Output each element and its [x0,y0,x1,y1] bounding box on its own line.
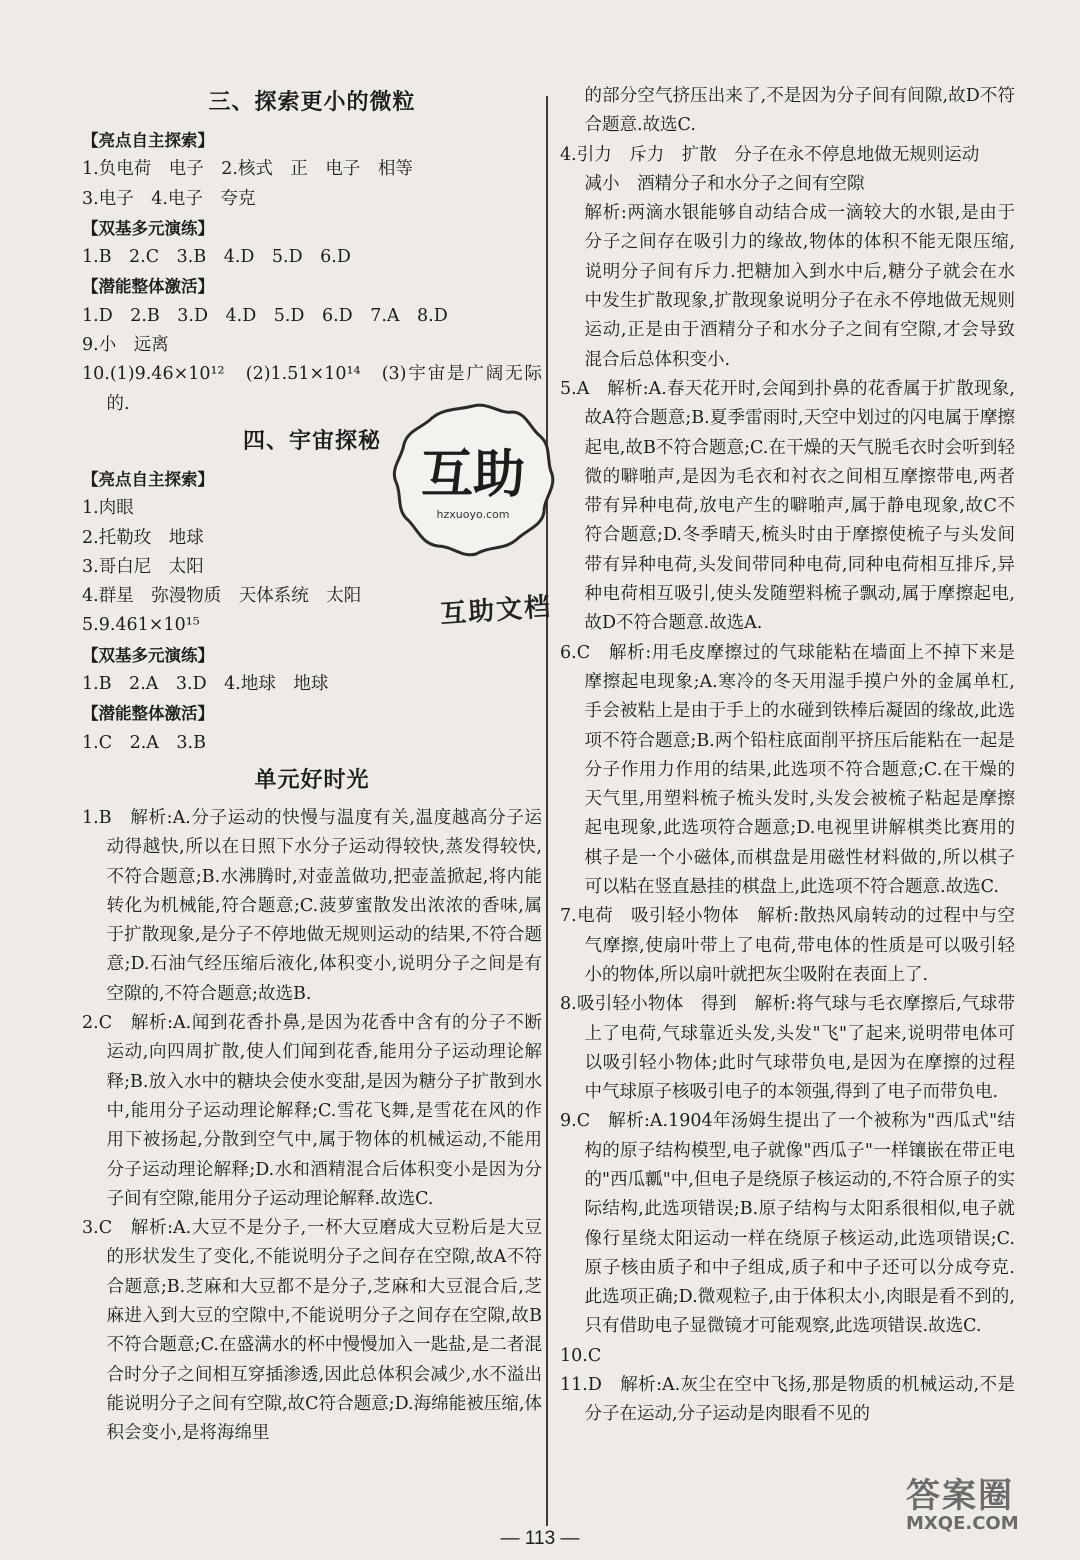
answer-line: 3.电子 4.电子 夸克 [82,188,256,209]
answer-line: 1.C 2.A 3.B [82,732,206,753]
page-number: — 113 — [500,1528,580,1549]
answer-paragraph: 6.C 解析:用毛皮摩擦过的气球能粘在墙面上不掉下来是摩擦起电现象;A.寒冷的冬天用湿手摸户外的金属单杠,手会被粘上是由于手上的水碰到铁棒后凝固的缘故,此选项不符合题意;B.两个铅柱底面削平挤压后能粘在一起是分子作用力作用的结果,此选项不符合题意;C.在干燥的天气里,用塑料梳子梳头发时,头发会被梳子粘起是摩擦起电现象,此选项符合题意;D.电视里讲解棋类比赛用的棋子是一个小磁体,而棋盘是用磁性材料做的,所以棋子可以粘在竖直悬挂的棋盘上,此选项不符合题意.故选C. [560,642,1015,898]
corner-logo-sub: MXQE.COM [906,1513,1019,1534]
corner-logo [906,1468,1078,1554]
answer-paragraph: 2.C 解析:A.闻到花香扑鼻,是因为花香中含有的分子不断运动,向四周扩散,使人们闻到花香,能用分子运动理论解释;B.放入水中的糖块会使水变甜,是因为糖分子扩散到水中,能用分子运动理论解释;C.雪花飞舞,是雪花在风的作用下被扬起,分散到空气中,属于物体的机械运动,不能用分子运动理论解释;D.水和酒精混合后体积变小是因为分子间有空隙,能用分子运动理论解释.故选C. [82,1013,542,1209]
corner-logo-main: 答案圈 [906,1476,1014,1516]
section-title: 单元好时光 [254,767,370,793]
answer-line: 1.B 2.A 3.D 4.地球 地球 [82,674,329,695]
section-title: 三、探索更小的微粒 [208,90,416,115]
answer-paragraph: 11.D 解析:A.灰尘在空中飞扬,那是物质的机械运动,不是分子在运动,分子运动是肉眼看不见的 [560,1375,1015,1425]
answer-line: 10.(1)9.46×10¹² (2)1.51×10¹⁴ (3)宇宙是广阔无际的. [82,364,542,414]
subheading: 【亮点自主探索】 [82,131,214,150]
answer-line: 1.D 2.B 3.D 4.D 5.D 6.D 7.A 8.D [82,305,448,326]
answer-paragraph: 1.B 解析:A.分子运动的快慢与温度有关,温度越高分子运动得越快,所以在日照下水分子运动得较快,蒸发得较快,不符合题意;B.水沸腾时,对壶盖做功,把壶盖掀起,将内能转化为机械能,符合题意;C.菠萝蜜散发出浓浓的香味,属于扩散现象,是分子不停地做无规则运动的结果,不符合题意;D.石油气经压缩后液化,体积变小,说明分子之间是有空隙的,不符合题意;故选B. [82,807,542,1004]
section-title: 四、宇宙探秘 [242,428,381,454]
stamp-main-text: 互助 [420,445,526,505]
watermark-stamp [388,400,558,560]
answer-line: 3.哥白尼 太阳 [82,556,204,577]
answer-line: 5.9.461×10¹⁵ [82,615,200,636]
answer-paragraph: 5.A 解析:A.春天花开时,会闻到扑鼻的花香属于扩散现象,故A符合题意;B.夏季雷雨时,天空中划过的闪电属于摩擦起电,故B不符合题意;C.在干燥的天气脱毛衣时会听到轻微的噼啪声,是因为毛衣和衬衣之间相互摩擦带电,两者带有异种电荷,放电产生的噼啪声,属于静电现象,故C不符合题意;D.冬季晴天,梳头时由于摩擦使梳子与头发间带有异种电荷,头发间带同种电荷,同种电荷相互排斥,异种电荷相互吸引,使头发随塑料梳子飘动,属于摩擦起电,故D不符合题意.故选A. [560,378,1015,634]
answer-line: 4.群星 弥漫物质 天体系统 太阳 [82,586,362,607]
subheading: 【潜能整体激活】 [82,704,214,724]
answer-paragraph: 9.C 解析:A.1904年汤姆生提出了一个被称为"西瓜式"结构的原子结构模型,电子就像"西瓜子"一样镶嵌在带正电的"西瓜瓤"中,但电子是绕原子核运动的,不符合原子的实际结构,此选项错误;B.原子结构与太阳系很相似,电子就像行星绕太阳运动一样在绕原子核运动,此选项错误;C.原子核由质子和中子组成,质子和中子还可以分成夸克.此选项正确;D.微观粒子,由于体积太小,肉眼是看不到的,只有借助电子显微镜才可能观察,此选项错误.故选C. [560,1111,1015,1337]
right-column [560,82,1015,1430]
subheading: 【亮点自主探索】 [82,469,214,489]
subheading: 【双基多元演练】 [82,645,214,665]
answer-line: 9.小 远离 [82,335,169,356]
answer-paragraph: 3.C 解析:A.大豆不是分子,一杯大豆磨成大豆粉后是大豆的形状发生了变化,不能说明分子之间存在空隙,故A不符合题意;B.芝麻和大豆都不是分子,芝麻和大豆混合后,芝麻进入到大豆的空隙中,不能说明分子之间存在空隙,故B不符合题意;C.在盛满水的杯中慢慢加入一匙盐,是二者混合时分子之间相互穿插渗透,因此总体积会减少,水不溢出能说明分子之间有空隙,故C符合题意;D.海绵能被压缩,体积会变小,是将海绵里 [82,1218,542,1444]
answer-line: 2.托勒玫 地球 [82,527,204,548]
answer-paragraph: 8.吸引轻小物体 得到 解析:将气球与毛衣摩擦后,气球带上了电荷,气球靠近头发,头发"飞"了起来,说明带电体可以吸引轻小物体;此时气球带负电,是因为在摩擦的过程中气球原子核吸引电子的本领强,得到了电子而带负电. [560,994,1015,1103]
answer-paragraph: 7.电荷 吸引轻小物体 解析:散热风扇转动的过程中与空气摩擦,使扇叶带上了电荷,带电体的性质是可以吸引轻小的物体,所以扇叶就把灰尘吸附在表面上了. [560,906,1015,985]
answer-paragraph: 的部分空气挤压出来了,不是因为分子间有间隙,故D不符合题意.故选C. [584,86,1015,136]
answer-line: 1.负电荷 电子 2.核式 正 电子 相等 [82,159,413,180]
answer-line: 减小 酒精分子和水分子之间有空隙 [584,173,865,194]
left-column [82,82,542,1448]
stamp-badge-icon [388,400,558,560]
answer-paragraph: 解析:两滴水银能够自动结合成一滴较大的水银,是由于分子之间存在吸引力的缘故,物体的体积不能无限压缩,说明分子间有斥力.把糖加入到水中后,糖分子就会在水中发生扩散现象,扩散现象说明分子在永不停地做无规则运动,正是由于酒精分子和水分子之间有空隙,才会导致混合后总体积变小. [584,203,1015,370]
subheading: 【双基多元演练】 [82,218,214,238]
answer-line: 4.引力 斥力 扩散 分子在永不停息地做无规则运动 [560,144,980,165]
answer-line: 10.C [560,1345,602,1366]
answer-line: 1.肉眼 [82,498,134,519]
column-divider [546,96,548,1526]
watermark-label: 互助文档 [439,592,554,630]
subheading: 【潜能整体激活】 [82,277,214,297]
stamp-url-text: hzxuoyo.com [436,508,510,521]
answer-line: 1.B 2.C 3.B 4.D 5.D 6.D [82,247,351,268]
